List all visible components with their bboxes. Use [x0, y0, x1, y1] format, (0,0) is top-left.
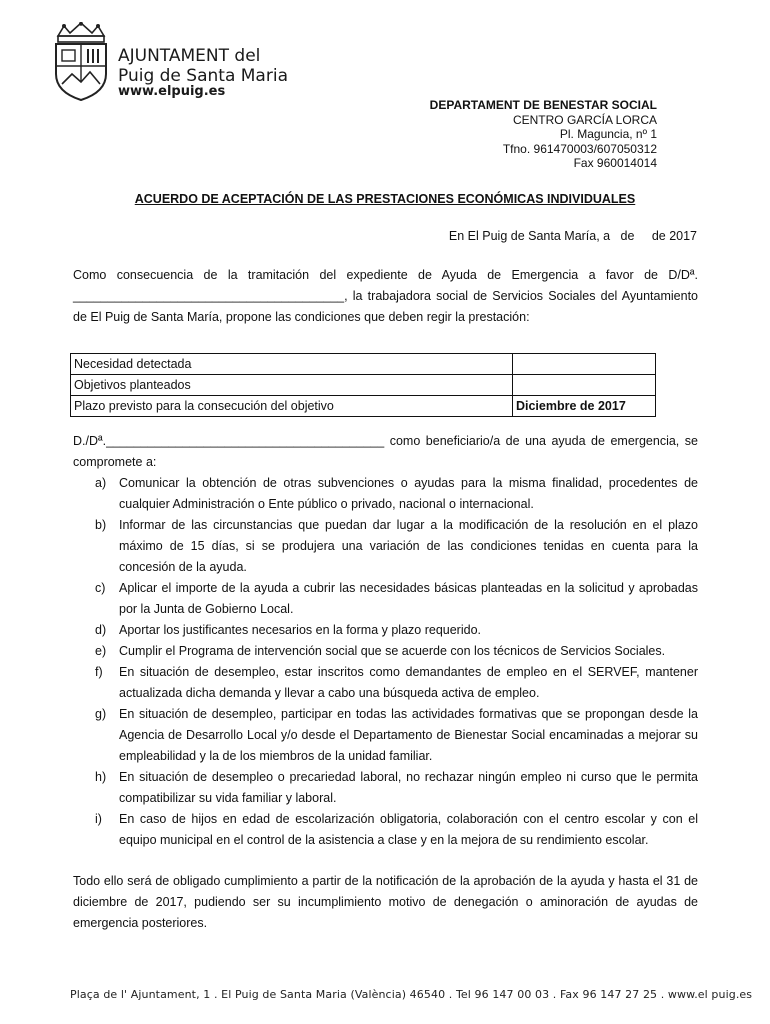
coat-of-arms-icon: [50, 22, 112, 102]
department-block: [430, 98, 657, 171]
list-item: [73, 662, 698, 704]
list-item-marker: f): [95, 665, 103, 679]
list-item: [73, 515, 698, 578]
intro-paragraph: [73, 265, 698, 328]
list-item-marker: i): [95, 812, 102, 826]
table-cell-label: Objetivos planteados: [71, 375, 513, 396]
list-item-text: Comunicar la obtención de otras subvenciones o ayudas para la misma finalidad, procedentes de cualquier Administración o Ente público o privado, nacional o internacional.: [119, 476, 698, 511]
footer-address: Plaça de l' Ajuntament, 1 . El Puig de Santa Maria (València) 46540 . Tel 96 147 00 03 . Fax 96 147 27 25 . www.el puig.es: [70, 988, 753, 1001]
list-item: [73, 473, 698, 515]
list-item-marker: a): [95, 476, 107, 490]
center-phone: Tfno. 961470003/607050312: [502, 141, 657, 156]
list-item-text: Aplicar el importe de la ayuda a cubrir las necesidades básicas planteadas en la solicitud y aprobadas por la Junta de Gobierno Local.: [119, 581, 698, 616]
list-item-marker: d): [95, 623, 107, 637]
table-cell-value: [512, 354, 655, 375]
intro-line: de El Puig de Santa María, propone las condiciones que deben regir la prestación:: [73, 310, 530, 324]
beneficiary-line: compromete a:: [73, 455, 157, 469]
commitments-list: [73, 473, 698, 851]
list-item-text: En situación de desempleo, estar inscritos como demandantes de empleo en el SERVEF, mantener actualizada dicha demanda y llevar a cabo una búsqueda activa de empleo.: [119, 665, 698, 700]
table-cell-label: Plazo previsto para la consecución del objetivo: [71, 396, 513, 417]
closing-paragraph: Todo ello será de obligado cumplimiento a partir de la notificación de la aprobación de la ayuda y hasta el 31 de diciembre de 2017, pudiendo ser su incumplimiento motivo de denegación o aminoración de ayudas de emergencia posteriores.: [73, 874, 698, 930]
list-item-text: En situación de desempleo, participar en todas las actividades formativas que se propongan desde la Agencia de Desarrollo Local y/o desde el Departamento de Bienestar Social encaminadas a mejorar su empleabilidad y la de los miembros de la unidad familiar.: [119, 707, 698, 763]
conditions-table: [70, 353, 656, 417]
organization-url: www.elpuig.es: [118, 84, 226, 99]
list-item: [73, 767, 698, 809]
list-item-marker: c): [95, 581, 106, 595]
list-item: [73, 620, 698, 641]
table-cell-value: [512, 375, 655, 396]
list-item: [73, 809, 698, 851]
table-cell-value: Diciembre de 2017: [512, 396, 655, 417]
center-name: CENTRO GARCÍA LORCA: [512, 112, 657, 127]
document-title: ACUERDO DE ACEPTACIÓN DE LAS PRESTACIONES ECONÓMICAS INDIVIDUALES: [134, 192, 636, 206]
list-item-text: En situación de desempleo o precariedad laboral, no rechazar ningún empleo ni curso que le permita compatibilizar su vida familiar y laboral.: [119, 770, 698, 805]
list-item-text: Aportar los justificantes necesarios en la forma y plazo requerido.: [119, 623, 481, 637]
list-item-marker: e): [95, 644, 107, 658]
center-fax: Fax 960014014: [573, 156, 657, 170]
center-address: Pl. Maguncia, nº 1: [559, 127, 657, 141]
list-item: [73, 578, 698, 620]
intro-line: _______________________________________, la trabajadora social de Servicios Sociales del Ayuntamiento: [73, 289, 698, 303]
list-item-marker: h): [95, 770, 107, 784]
table-cell-label: Necesidad detectada: [71, 354, 513, 375]
list-item-text: Informar de las circunstancias que puedan dar lugar a la modificación de la resolución en el plazo máximo de 15 días, si se produjera una variación de las condiciones tenidas en cuenta para la concesión de la ayuda.: [119, 518, 698, 574]
list-item-text: Cumplir el Programa de intervención social que se acuerde con los técnicos de Servicios Sociales.: [119, 644, 666, 658]
table-row: [71, 375, 656, 396]
list-item: [73, 704, 698, 767]
table-row: [71, 354, 656, 375]
intro-line: Como consecuencia de la tramitación del expediente de Ayuda de Emergencia a favor de D/Dª.: [73, 268, 698, 282]
list-item-marker: g): [95, 707, 107, 721]
organization-name: AJUNTAMENT del Puig de Santa Maria: [118, 46, 288, 86]
list-item-text: En caso de hijos en edad de escolarización obligatoria, colaboración con el centro escolar y con el equipo municipal en el control de la asistencia a clase y en la mejora de su rendimiento escolar.: [119, 812, 698, 847]
list-item-marker: b): [95, 518, 107, 532]
date-line: En El Puig de Santa María, a de de 2017: [448, 229, 697, 243]
beneficiary-line: D./Dª.________________________________________ como beneficiario/a de una ayuda de emergencia, se: [73, 434, 698, 448]
table-row: [71, 396, 656, 417]
department-name: DEPARTAMENT DE BENESTAR SOCIAL: [429, 98, 657, 112]
beneficiary-paragraph: [73, 431, 698, 473]
list-item: [73, 641, 698, 662]
